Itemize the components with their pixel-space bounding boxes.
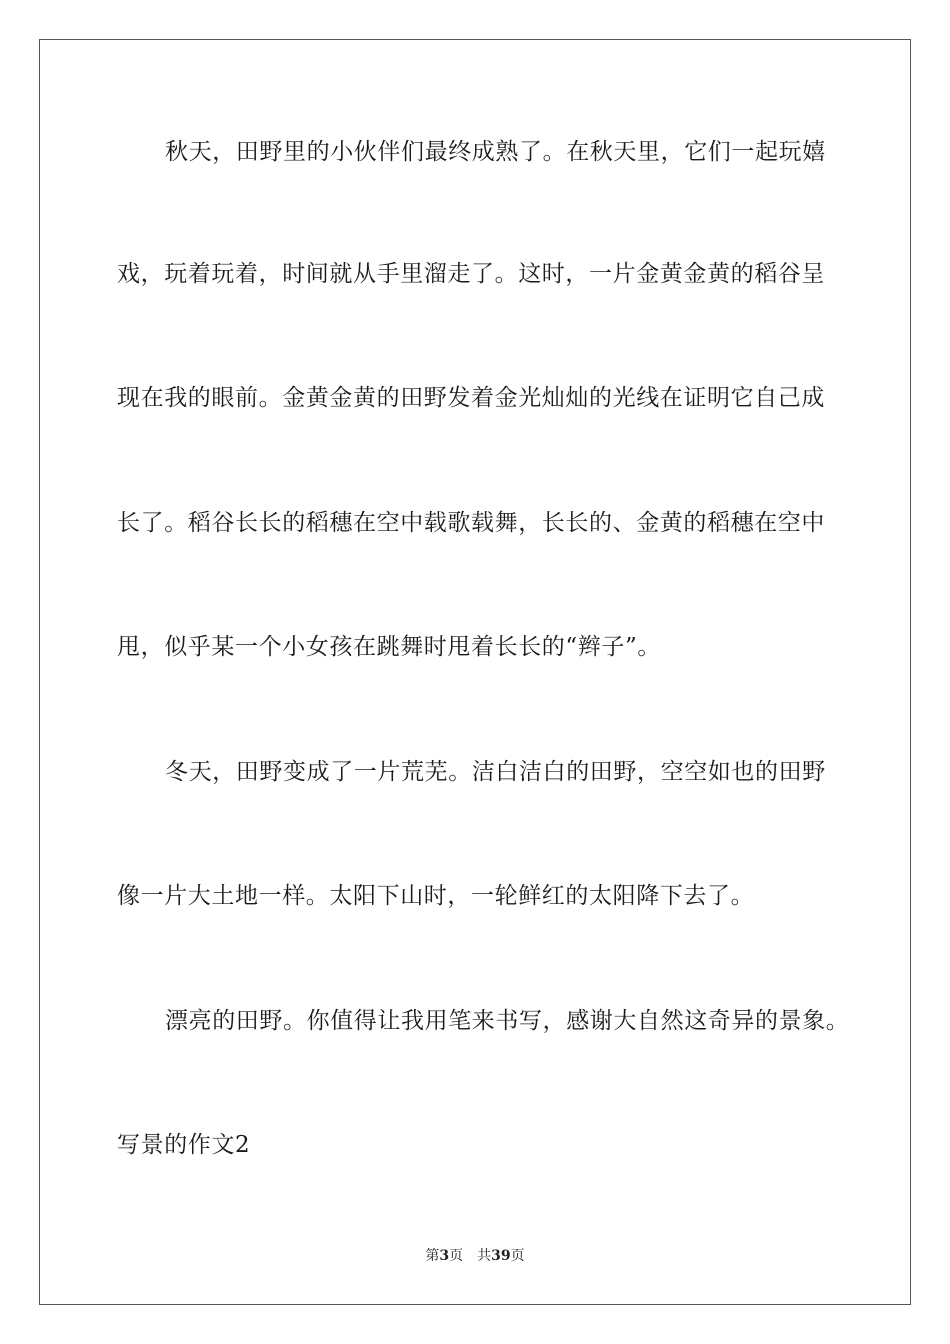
text-line-2: 戏，玩着玩着，时间就从手里溜走了。这时，一片金黄金黄的稻谷呈	[117, 261, 825, 287]
text-line-1: 秋天，田野里的小伙伴们最终成熟了。在秋天里，它们一起玩嬉	[165, 139, 826, 165]
page-footer	[0, 1247, 950, 1265]
footer-total-prefix: 共	[477, 1248, 492, 1264]
footer-page-current: 3	[439, 1248, 450, 1264]
section-heading: 写景的作文2	[117, 1132, 251, 1158]
text-line-7: 像一片大土地一样。太阳下山时，一轮鲜红的太阳降下去了。	[117, 883, 755, 909]
footer-page-prefix: 第	[425, 1248, 440, 1264]
page-border	[39, 39, 911, 1305]
text-line-8: 漂亮的田野。你值得让我用笔来书写，感谢大自然这奇异的景象。	[165, 1008, 850, 1034]
footer-page-suffix: 页	[449, 1248, 464, 1264]
text-line-5: 甩，似乎某一个小女孩在跳舞时甩着长长的“辫子”。	[117, 634, 661, 660]
text-line-6: 冬天，田野变成了一片荒芜。洁白洁白的田野，空空如也的田野	[165, 759, 826, 785]
text-line-3: 现在我的眼前。金黄金黄的田野发着金光灿灿的光线在证明它自己成	[117, 385, 825, 411]
footer-total-suffix: 页	[510, 1248, 525, 1264]
text-line-4: 长了。稻谷长长的稻穗在空中载歌载舞，长长的、金黄的稻穗在空中	[117, 510, 825, 536]
footer-page-total: 39	[491, 1248, 511, 1264]
